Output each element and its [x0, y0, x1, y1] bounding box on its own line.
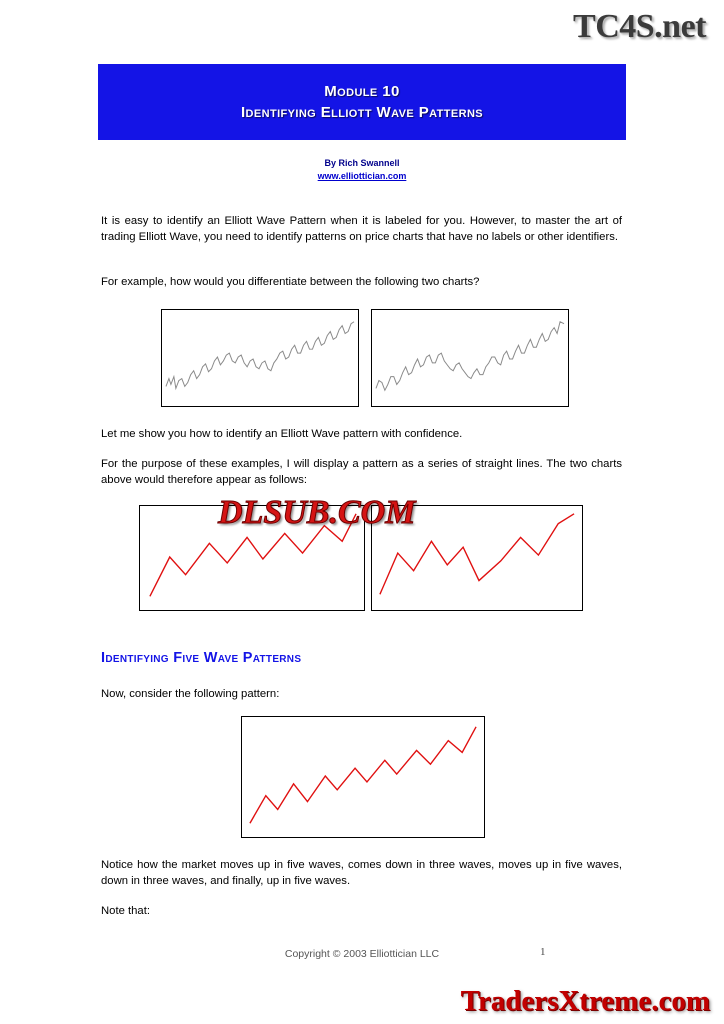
- chart-five-wave-svg: [242, 717, 484, 837]
- footer-copyright: Copyright © 2003 Elliottician LLC: [284, 948, 440, 960]
- chart-five-wave: [241, 716, 485, 838]
- author-name: By Rich Swannell: [324, 158, 400, 168]
- chart-noisy-b: [371, 309, 569, 407]
- byline: [0, 158, 724, 181]
- watermark-top-right: TC4S.net: [573, 8, 706, 45]
- module-subtitle: Identifying Elliott Wave Patterns: [240, 104, 484, 121]
- website-link[interactable]: www.elliottician.com: [317, 171, 407, 181]
- section-heading-five-wave: Identifying Five Wave Patterns: [101, 650, 302, 666]
- watermark-bottom-right: TradersXtreme.com: [460, 985, 710, 1017]
- chart-noisy-a: [161, 309, 359, 407]
- chart-noisy-a-svg: [162, 310, 358, 406]
- chart-noisy-b-svg: [372, 310, 568, 406]
- paragraph-example-question: For example, how would you differentiate between the following two charts?: [101, 276, 480, 288]
- paragraph-wave-count: Notice how the market moves up in five waves, comes down in three waves, moves up in five waves, down in three waves, and finally, up in five waves.: [101, 859, 622, 887]
- footer-page-number: 1: [540, 946, 546, 958]
- paragraph-straight-lines: For the purpose of these examples, I will display a pattern as a series of straight lines. The two charts above would therefore appear as follows:: [101, 458, 622, 486]
- paragraph-confidence: Let me show you how to identify an Elliott Wave pattern with confidence.: [101, 428, 463, 440]
- paragraph-note-that: Note that:: [101, 905, 150, 917]
- title-banner: [98, 64, 626, 140]
- paragraph-consider-pattern: Now, consider the following pattern:: [101, 688, 280, 700]
- watermark-center: DLSUB.COM: [218, 494, 416, 531]
- paragraph-intro: It is easy to identify an Elliott Wave Pattern when it is labeled for you. However, to master the art of trading Elliott Wave, you need to identify patterns on price charts that have no labels or other identifiers.: [101, 215, 622, 243]
- module-title: Module 10: [324, 83, 400, 100]
